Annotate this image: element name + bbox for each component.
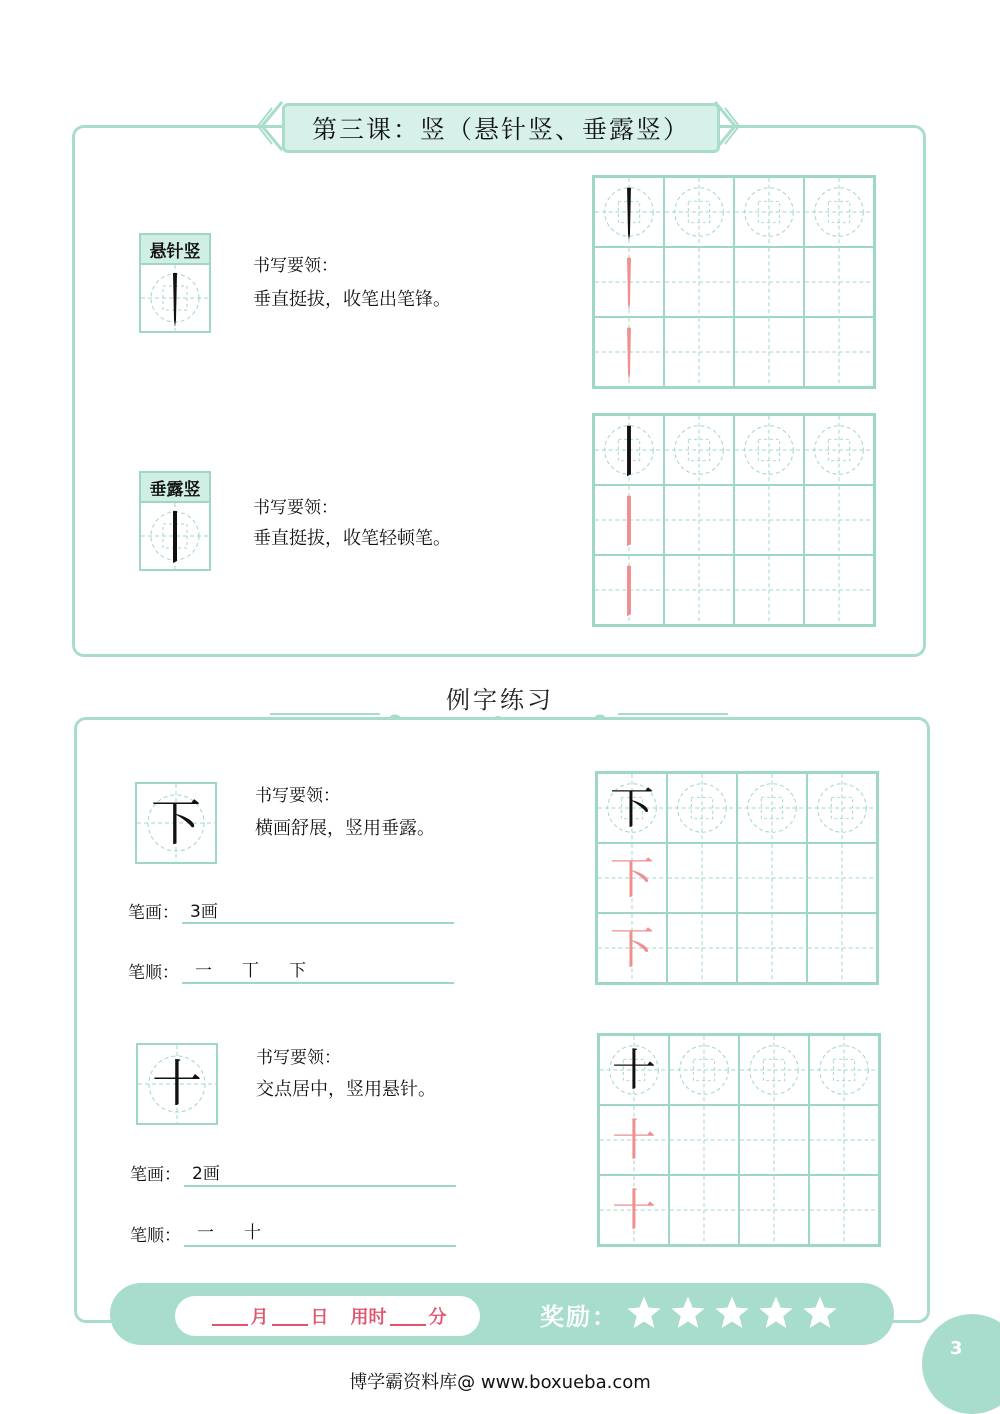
cell-guide-icon (805, 178, 873, 246)
cell-guide-icon (665, 416, 733, 484)
vertical-stroke-icon (595, 486, 663, 554)
cell-guide-icon (668, 774, 736, 842)
cell-guide-icon (670, 1036, 738, 1104)
practice-cell[interactable] (739, 1035, 809, 1105)
stroke-order-step: 丅 (242, 961, 259, 981)
practice-cell[interactable] (804, 415, 874, 485)
cell-guide-icon (805, 318, 873, 386)
tips-text: 垂直挺拔，收笔轻顿笔。 (253, 528, 451, 549)
practice-cell[interactable] (594, 415, 664, 485)
practice-char: 十 (612, 1045, 656, 1096)
practice-cell[interactable] (599, 1105, 669, 1175)
star-icon[interactable] (801, 1294, 839, 1332)
practice-cell[interactable] (594, 317, 664, 387)
practice-char: 十 (612, 1115, 656, 1166)
stroke-count-label: 笔画： (128, 903, 179, 923)
practice-cell[interactable] (664, 555, 734, 625)
practice-char: 十 (612, 1185, 656, 1236)
practice-cell[interactable] (734, 177, 804, 247)
cell-guide-icon (738, 914, 806, 982)
practice-cell[interactable] (804, 555, 874, 625)
practice-grid-xuanzhenshu[interactable] (592, 175, 876, 389)
practice-cell[interactable] (804, 247, 874, 317)
stroke-order-underline (182, 982, 454, 984)
cell-guide-icon (665, 486, 733, 554)
cell-guide-icon (805, 556, 873, 624)
vertical-stroke-icon (595, 556, 663, 624)
cell-guide-icon (665, 318, 733, 386)
practice-char: 下 (610, 783, 654, 834)
lesson-title: 第三课：竖（悬针竖、垂露竖） (282, 103, 720, 153)
practice-cell[interactable] (664, 247, 734, 317)
practice-cell[interactable] (734, 555, 804, 625)
cell-guide-icon (805, 248, 873, 316)
cell-guide-icon (670, 1106, 738, 1174)
practice-cell[interactable] (664, 485, 734, 555)
practice-cell[interactable] (804, 317, 874, 387)
cell-guide-icon (738, 844, 806, 912)
practice-cell[interactable] (734, 415, 804, 485)
stroke-count-label: 笔画： (130, 1165, 181, 1185)
month-label: 月 (250, 1307, 269, 1328)
practice-cell[interactable] (594, 177, 664, 247)
vertical-stroke-icon (595, 248, 663, 316)
example-char: 十 (152, 1055, 202, 1113)
cell-guide-icon (665, 178, 733, 246)
tips-label: 书写要领： (256, 1048, 341, 1068)
star-icon[interactable] (757, 1294, 795, 1332)
practice-cell[interactable] (734, 317, 804, 387)
practice-cell[interactable] (804, 485, 874, 555)
stroke-order-step: 十 (244, 1223, 261, 1243)
practice-cell[interactable] (737, 913, 807, 983)
star-icon[interactable] (713, 1294, 751, 1332)
vertical-stroke-icon (595, 416, 663, 484)
stroke-count-value: 2画 (192, 1164, 220, 1184)
practice-cell[interactable] (739, 1175, 809, 1245)
practice-cell[interactable] (734, 485, 804, 555)
practice-grid-chuilushu[interactable] (592, 413, 876, 627)
cell-guide-icon (665, 248, 733, 316)
cell-guide-icon (735, 486, 803, 554)
vertical-stroke-icon (595, 318, 663, 386)
reward-label: 奖励： (540, 1303, 618, 1331)
cell-guide-icon (735, 318, 803, 386)
tips-label: 书写要领： (255, 786, 340, 806)
practice-char: 下 (610, 923, 654, 974)
cell-guide-icon (808, 844, 876, 912)
practice-cell[interactable] (597, 773, 667, 843)
practice-grid-shi[interactable] (597, 1033, 881, 1247)
stroke-order-step: 一 (197, 1223, 214, 1243)
stroke-order-step: 一 (195, 961, 212, 981)
example-char-card (136, 1043, 218, 1125)
cell-guide-icon (808, 914, 876, 982)
practice-cell[interactable] (664, 415, 734, 485)
cell-guide-icon (735, 416, 803, 484)
example-char: 下 (151, 794, 201, 852)
practice-cell[interactable] (597, 913, 667, 983)
cell-guide-icon (805, 416, 873, 484)
practice-cell[interactable] (804, 177, 874, 247)
stroke-name: 垂露竖 (141, 473, 209, 503)
minute-blank[interactable] (390, 1306, 426, 1326)
practice-cell[interactable] (734, 247, 804, 317)
practice-cell[interactable] (807, 773, 877, 843)
cell-guide-icon (810, 1176, 878, 1244)
day-blank[interactable] (272, 1306, 308, 1326)
stroke-count-value: 3画 (190, 902, 218, 922)
star-icon[interactable] (669, 1294, 707, 1332)
cell-guide-icon (670, 1176, 738, 1244)
tips-label: 书写要领： (253, 256, 338, 276)
practice-cell[interactable] (669, 1035, 739, 1105)
stroke-order-underline (184, 1245, 456, 1247)
cell-guide-icon (665, 556, 733, 624)
practice-cell[interactable] (737, 843, 807, 913)
cell-guide-icon (735, 248, 803, 316)
practice-char: 下 (610, 853, 654, 904)
tips-text: 交点居中，竖用悬针。 (256, 1079, 436, 1100)
page-number: 3 (922, 1314, 1000, 1414)
tips-text: 垂直挺拔，收笔出笔锋。 (253, 289, 451, 310)
cell-guide-icon (740, 1036, 808, 1104)
minute-label: 分 (428, 1307, 447, 1328)
cell-guide-icon (738, 774, 806, 842)
month-blank[interactable] (212, 1306, 248, 1326)
stroke-count-underline (182, 922, 454, 924)
section-title: 例字练习 (446, 686, 554, 714)
day-label: 日 (310, 1307, 329, 1328)
practice-cell[interactable] (594, 555, 664, 625)
tips-label: 书写要领： (253, 498, 338, 518)
cell-guide-icon (740, 1106, 808, 1174)
cell-guide-icon (810, 1036, 878, 1104)
practice-cell[interactable] (599, 1175, 669, 1245)
watermark: 博学霸资料库@ www.boxueba.com (349, 1372, 651, 1393)
practice-cell[interactable] (664, 177, 734, 247)
practice-cell[interactable] (664, 317, 734, 387)
stroke-order-label: 笔顺： (128, 963, 179, 983)
practice-cell[interactable] (669, 1175, 739, 1245)
reward-stars (625, 1294, 839, 1332)
practice-cell[interactable] (667, 843, 737, 913)
cell-guide-icon (808, 774, 876, 842)
practice-cell[interactable] (739, 1105, 809, 1175)
stroke-order-label: 笔顺： (130, 1226, 181, 1246)
practice-cell[interactable] (807, 913, 877, 983)
cell-guide-icon (805, 486, 873, 554)
cell-guide-icon (668, 914, 736, 982)
practice-cell[interactable] (597, 843, 667, 913)
practice-cell[interactable] (594, 485, 664, 555)
cell-guide-icon (735, 556, 803, 624)
practice-cell[interactable] (669, 1105, 739, 1175)
stroke-count-underline (184, 1185, 456, 1187)
practice-cell[interactable] (737, 773, 807, 843)
practice-cell[interactable] (599, 1035, 669, 1105)
practice-cell[interactable] (807, 843, 877, 913)
stroke-card-chuilushu (139, 471, 211, 571)
vertical-stroke-icon (595, 178, 663, 246)
practice-cell[interactable] (594, 247, 664, 317)
time-used-label: 用时 (350, 1307, 387, 1328)
cell-guide-icon (668, 844, 736, 912)
practice-grid-xia[interactable] (595, 771, 879, 985)
example-char-card (135, 782, 217, 864)
stroke-card-xuanzhenshu (139, 233, 211, 333)
star-icon[interactable] (625, 1294, 663, 1332)
tips-text: 横画舒展，竖用垂露。 (255, 818, 435, 839)
practice-cell[interactable] (667, 913, 737, 983)
practice-cell[interactable] (809, 1035, 879, 1105)
cell-guide-icon (810, 1106, 878, 1174)
practice-cell[interactable] (667, 773, 737, 843)
date-time-field[interactable] (175, 1296, 480, 1336)
stroke-demo-icon (141, 503, 209, 569)
practice-cell[interactable] (809, 1175, 879, 1245)
cell-guide-icon (740, 1176, 808, 1244)
stroke-name: 悬针竖 (141, 235, 209, 265)
stroke-demo-icon (141, 265, 209, 331)
stroke-order-step: 下 (289, 961, 306, 981)
cell-guide-icon (735, 178, 803, 246)
practice-cell[interactable] (809, 1105, 879, 1175)
